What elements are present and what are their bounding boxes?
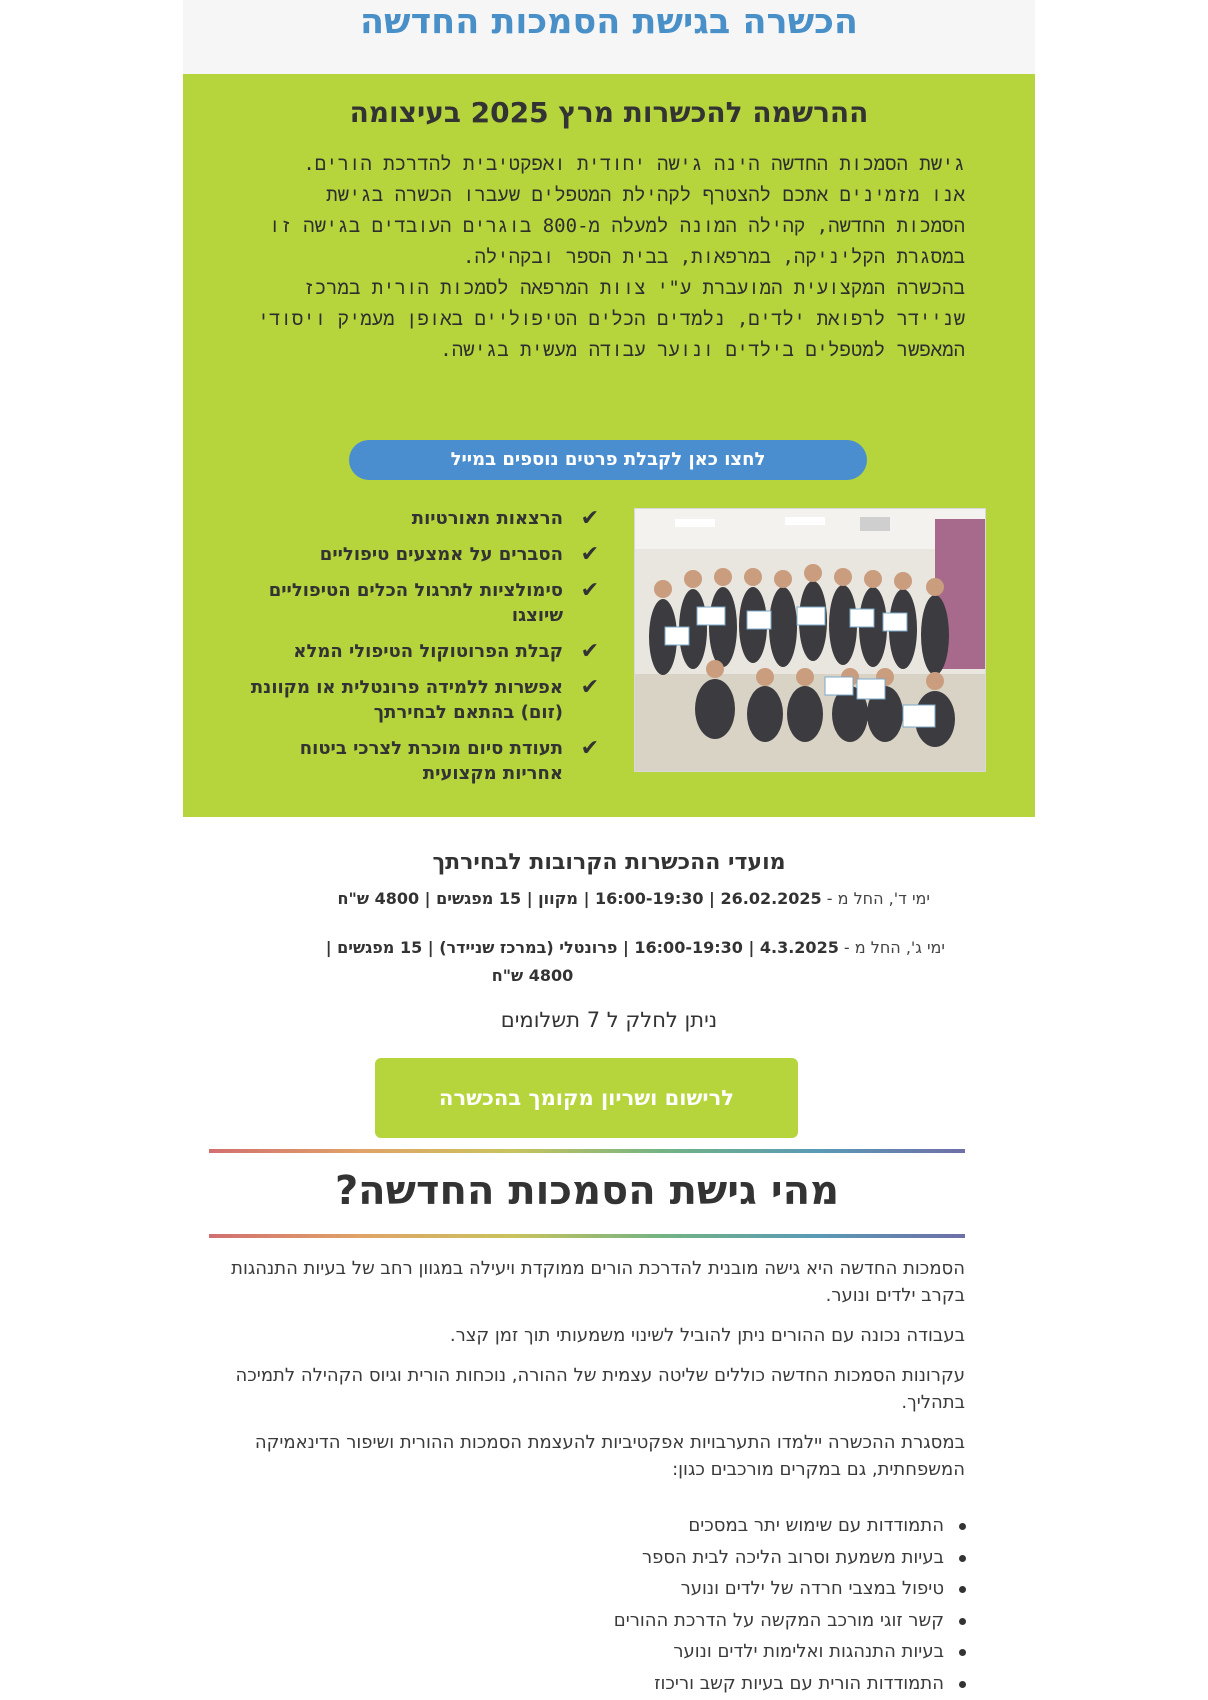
feature-label: קבלת הפרוטוקול הטיפולי המלא	[293, 641, 563, 662]
installments-note: ניתן לחלק ל 7 תשלומים	[500, 1008, 718, 1032]
list-item-label: בעיות משמעת וסרוב הליכה לבית הספר	[641, 1546, 944, 1568]
session-price: 4800 ש"ח	[491, 966, 574, 985]
about-paragraph: הסמכות החדשה היא גישה מובנית להדרכת הורים ממוקדת ויעילה במגוון רחב של בעיות התנהגות בקרב ילדים ונוער.	[231, 1258, 965, 1306]
list-item-label: קשר זוגי מורכב המקשה על הדרכת ההורים	[613, 1609, 944, 1631]
email-details-button[interactable]: לחצו כאן לקבלת פרטים נוספים במייל	[349, 440, 867, 480]
page-title: הכשרה בגישת הסמכות החדשה	[360, 2, 858, 42]
register-button[interactable]: לרישום ושריון מקומך בהכשרה	[375, 1058, 798, 1138]
list-item-label: בעיות התנהגות ואלימות ילדים ונוער	[673, 1641, 944, 1663]
list-item	[209, 1542, 944, 1574]
list-item	[209, 1573, 944, 1605]
list-item	[209, 1636, 944, 1668]
sessions-title: מועדי ההכשרות הקרובות לבחירתך	[432, 850, 786, 875]
bullet-icon	[959, 1523, 966, 1530]
feature-item	[239, 506, 599, 531]
about-title: מהי גישת הסמכות החדשה?	[334, 1168, 840, 1214]
group-photo	[634, 508, 986, 772]
check-icon: ✔	[580, 675, 599, 700]
about-paragraph: בעבודה נכונה עם ההורים ניתן להוביל לשינוי משמעותי תוך זמן קצר.	[449, 1325, 965, 1346]
about-text	[209, 1255, 965, 1496]
check-icon: ✔	[580, 542, 599, 567]
intro-paragraph: בהכשרה המקצועית המועברת ע"י צוות המרפאה לסמכות הורית במרכז שניידר לרפואת ילדים, נלמדים הכלים הטיפוליים באופן מעמיק ויסודי המאפשר למטפלים בילדים ונוער עבודה מעשית בגישה.	[257, 277, 965, 361]
list-item-label: התמודדות עם שימוש יתר במסכים	[688, 1515, 944, 1536]
feature-item	[239, 542, 599, 567]
feature-list	[239, 506, 599, 797]
list-item	[209, 1605, 944, 1637]
intro-paragraph: אנו מזמינים אתכם להצטרף לקהילת המטפלים שעברו הכשרה בגישת הסמכות החדשה, קהילה המונה למעלה מ-800 בוגרים העובדים בגישה זו במסגרת הקליניקה, במרפאות, בבית הספר ובקהילה.	[268, 184, 965, 268]
session-prefix: ימי ג', החל מ -	[838, 938, 945, 957]
promo-section	[183, 74, 1035, 817]
check-icon: ✔	[580, 578, 599, 603]
promo-heading: ההרשמה להכשרות מרץ 2025 בעיצומה	[349, 96, 869, 129]
bullet-icon	[959, 1681, 966, 1688]
intro-paragraph: גישת הסמכות החדשה הינה גישה יחודית ואפקטיבית להדרכת הורים.	[303, 153, 965, 175]
feature-item	[239, 736, 599, 786]
list-item	[209, 1510, 944, 1542]
list-item-label: טיפול במצבי חרדה של ילדים ונוער	[680, 1578, 944, 1600]
session-prefix: ימי ד', החל מ -	[821, 889, 930, 908]
divider	[209, 1234, 965, 1238]
divider	[209, 1149, 965, 1153]
feature-label: אפשרות ללמידה פרונטלית או מקוונת (זום) בהתאם לבחירתך	[250, 677, 563, 723]
bullet-icon	[959, 1555, 966, 1562]
feature-label: סימולציות לתרגול הכלים הטיפוליים שיוצגו	[268, 580, 563, 626]
feature-label: הסברים על אמצעים טיפוליים	[319, 544, 563, 565]
feature-item	[239, 675, 599, 725]
check-icon: ✔	[580, 639, 599, 664]
bullet-icon	[959, 1649, 966, 1656]
feature-label: תעודת סיום מוכרת לצרכי ביטוח אחריות מקצועית	[299, 738, 563, 784]
session-row	[250, 889, 930, 908]
list-item-label: התמודדות הורית עם בעיות קשב וריכוז	[654, 1672, 944, 1694]
promo-intro	[253, 149, 965, 366]
bullet-icon	[959, 1586, 966, 1593]
about-paragraph: במסגרת ההכשרה יילמדו התערבויות אפקטיביות להעצמת הסמכות ההורית ושיפור הדינאמיקה המשפחתית, גם במקרים מורכבים כגון:	[254, 1432, 965, 1480]
session-details: 4.3.2025 | 16:00-19:30 | פרונטלי (במרכז שניידר) | 15 מפגשים |	[325, 938, 839, 957]
feature-item	[239, 578, 599, 628]
cases-list	[209, 1510, 944, 1700]
about-paragraph: עקרונות הסמכות החדשה כוללים שליטה עצמית של ההורה, נוכחות הורית וגיוס הקהילה לתמיכה בתהליך.	[235, 1365, 965, 1413]
feature-label: הרצאות תאורטיות	[411, 508, 563, 529]
check-icon: ✔	[580, 736, 599, 761]
session-details: 26.02.2025 | 16:00-19:30 | מקוון | 15 מפגשים | 4800 ש"ח	[337, 889, 822, 908]
check-icon: ✔	[580, 506, 599, 531]
session-row	[220, 934, 945, 990]
feature-item	[239, 639, 599, 664]
page-header	[183, 0, 1035, 74]
bullet-icon	[959, 1618, 966, 1625]
